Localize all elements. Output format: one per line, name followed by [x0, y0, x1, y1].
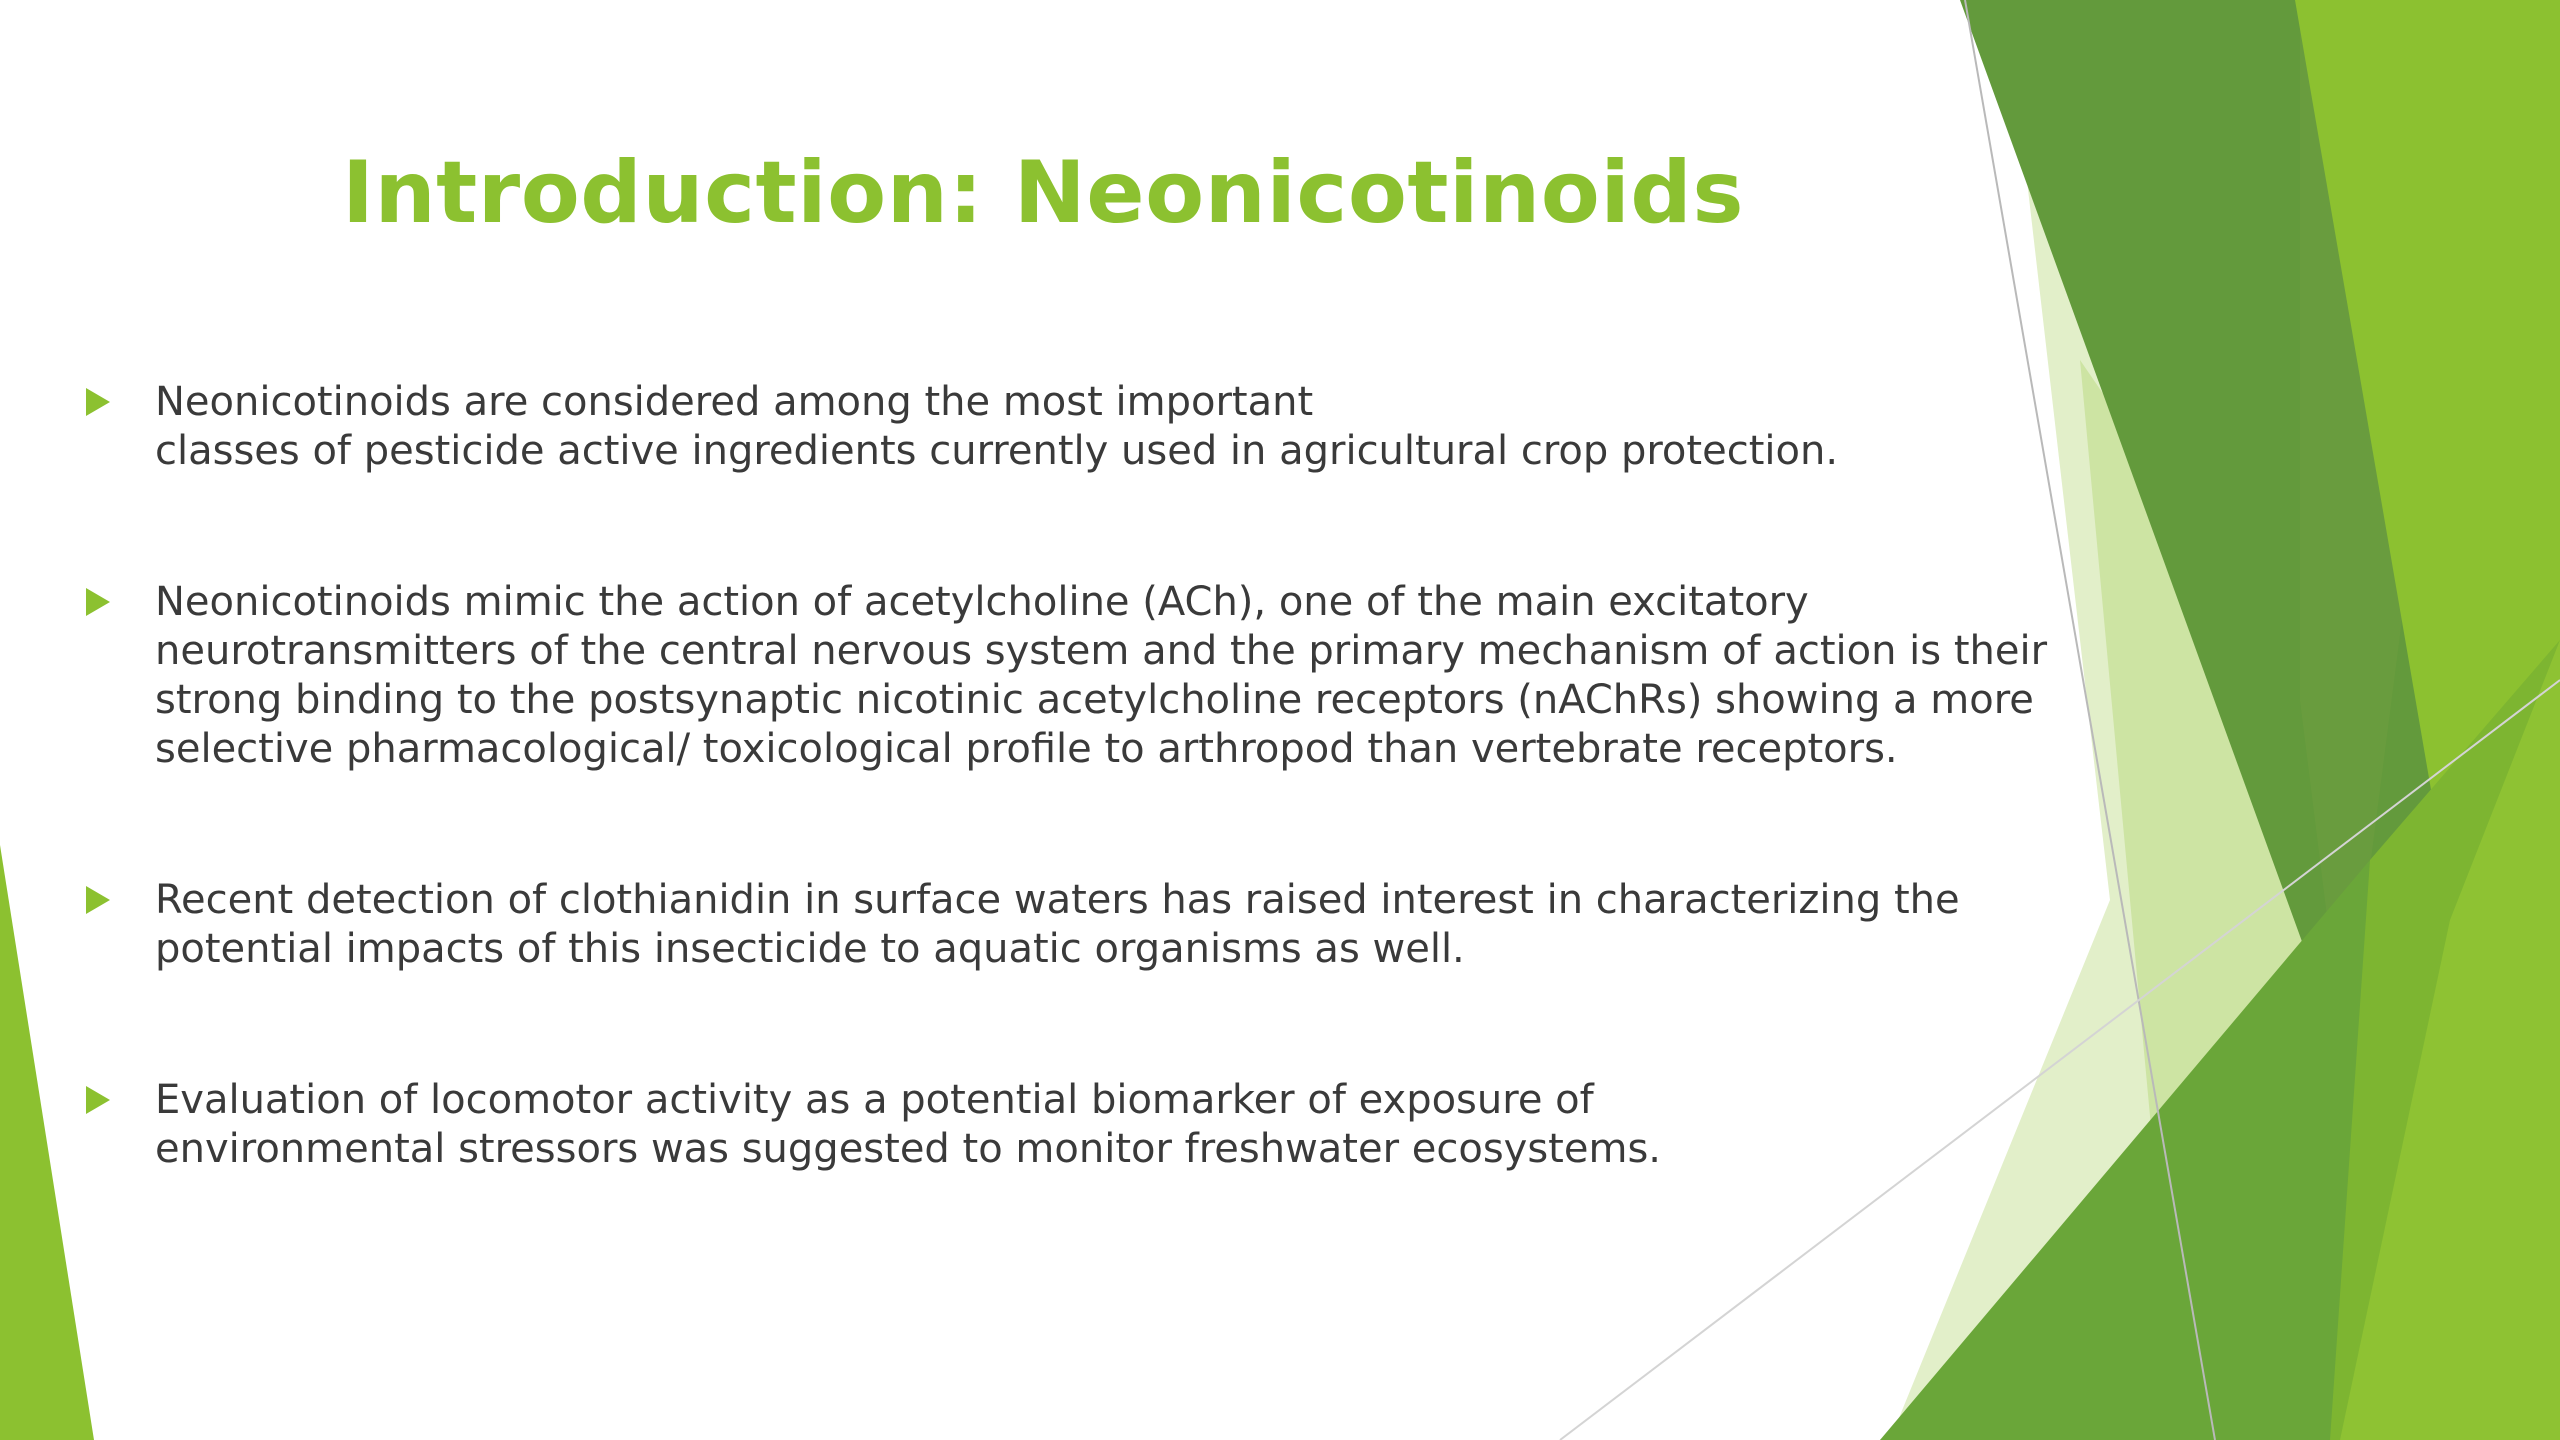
bullet-text: Recent detection of clothianidin in surface waters has raised interest in characterizing the potential impacts of this insecticide to aquatic organisms as well.	[155, 877, 1960, 972]
bullet-text: Evaluation of locomotor activity as a potential biomarker of exposure of environmental stressors was suggested to monitor freshwater ecosystems.	[155, 1077, 1661, 1172]
triangle-bullet-icon	[86, 388, 110, 416]
left-green-sliver	[0, 845, 94, 1440]
bullet-text: Neonicotinoids are considered among the most important classes of pesticide active ingredients currently used in agricultural crop protection.	[155, 379, 1839, 474]
triangle-bullet-icon	[86, 1086, 110, 1114]
triangle-bullet-icon	[86, 588, 110, 616]
slide-title: Introduction: Neonicotinoids	[341, 143, 1745, 243]
bullet-text: Neonicotinoids mimic the action of acetylcholine (ACh), one of the main excitatory neurotransmitters of the central nervous system and the primary mechanism of action is their strong binding to the postsynaptic nicotinic acetylcholine receptors (nAChRs) showing a more selective pharmacological/ toxicological profile to arthropod than vertebrate receptors.	[155, 579, 2048, 772]
triangle-bullet-icon	[86, 886, 110, 914]
